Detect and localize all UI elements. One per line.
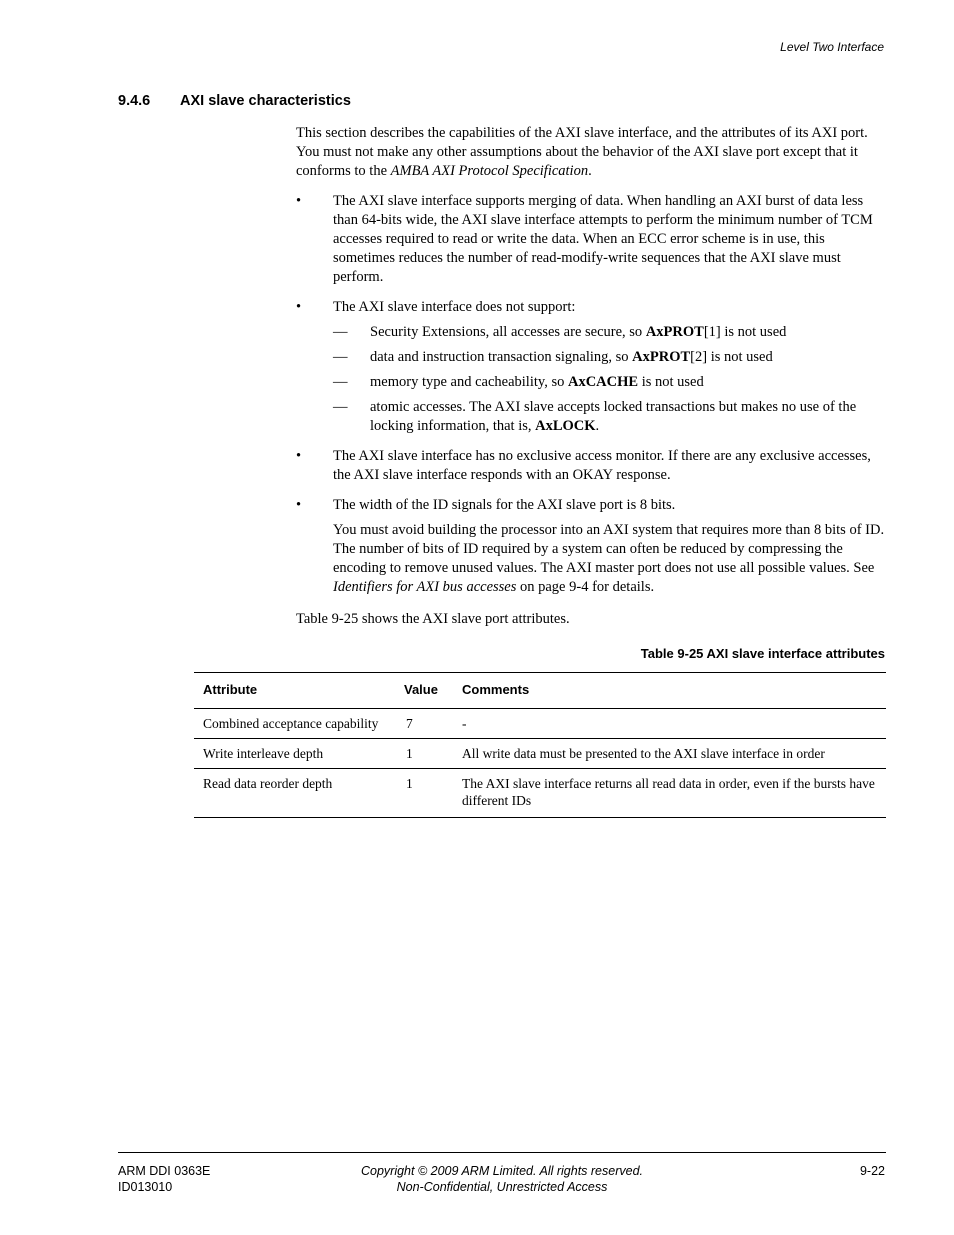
closing-paragraph: Table 9-25 shows the AXI slave port attributes. — [296, 611, 570, 627]
cell-attribute: Write interleave depth — [194, 739, 395, 769]
sub-text: memory type and cacheability, so — [370, 374, 568, 390]
intro-end: . — [588, 163, 592, 179]
table-caption: Table 9-25 AXI slave interface attributes — [640, 646, 885, 661]
sub-text-end: is not used — [638, 374, 704, 390]
sub-text-end: . — [595, 418, 600, 434]
bullet-unsupported — [296, 298, 888, 436]
copyright-notice: Copyright © 2009 ARM Limited. All rights reserved. — [360, 1164, 643, 1178]
sub-text: Security Extensions, all accesses are secure, so — [370, 324, 646, 340]
dash-marker: — — [333, 349, 348, 365]
cross-reference-link[interactable]: Identifiers for AXI bus accesses — [333, 579, 517, 595]
sub-text-end: [2] is not used — [690, 349, 773, 365]
issue-id: ID013010 — [118, 1180, 173, 1194]
intro-text: This section describes the capabilities of the AXI slave interface, and the attributes of its AXI port. You must not make any other assumptions about the behavior of the AXI slave port except that it conforms to the — [296, 125, 868, 179]
cell-comments: - — [453, 709, 886, 739]
section-title: AXI slave characteristics — [180, 93, 351, 109]
cell-value: 1 — [395, 739, 453, 769]
page-number: 9-22 — [859, 1164, 885, 1178]
bullet-followup — [333, 521, 888, 597]
followup-text-end: on page 9-4 for details. — [516, 579, 655, 595]
dash-marker: — — [333, 374, 348, 390]
column-header-value: Value — [395, 673, 453, 709]
cell-value: 1 — [406, 776, 413, 791]
signal-name: AxLOCK — [535, 418, 596, 434]
dash-marker: — — [333, 324, 348, 340]
dash-marker: — — [333, 399, 348, 415]
sub-text-end: [1] is not used — [703, 324, 787, 340]
footer-center — [0, 1163, 954, 1195]
cell-comments: The AXI slave interface returns all read data in order, even if the bursts have different IDs — [462, 776, 875, 808]
sub-item-security — [333, 323, 888, 342]
footer-divider — [118, 1152, 886, 1153]
bullet-text: The width of the ID signals for the AXI slave port is 8 bits. — [333, 497, 676, 513]
bullet-id-width — [296, 496, 888, 597]
sub-list — [333, 323, 888, 436]
sub-text: data and instruction transaction signaling, so — [370, 349, 633, 365]
column-header-attribute: Attribute — [194, 673, 395, 709]
table-row — [194, 769, 886, 818]
document-id: ARM DDI 0363E — [118, 1164, 211, 1178]
cell-value: 7 — [395, 709, 453, 739]
bullet-text: The AXI slave interface has no exclusive access monitor. If there are any exclusive accesses, the AXI slave interface responds with an OKAY response. — [333, 448, 871, 483]
section-body — [296, 124, 888, 629]
sub-item-cacheability — [333, 373, 888, 392]
bullet-marker: • — [296, 299, 302, 315]
attributes-table — [194, 672, 886, 818]
column-header-comments: Comments — [453, 673, 886, 709]
spec-reference: AMBA AXI Protocol Specification — [390, 163, 589, 179]
bullet-marker: • — [296, 497, 302, 513]
running-header: Level Two Interface — [780, 40, 884, 54]
intro-paragraph — [296, 124, 888, 181]
bullet-marker: • — [296, 193, 302, 209]
cell-attribute: Read data reorder depth — [203, 776, 333, 791]
sub-item-transaction-signaling — [333, 348, 888, 367]
table-row — [194, 709, 886, 739]
cell-attribute: Combined acceptance capability — [194, 709, 395, 739]
sub-item-atomic — [333, 398, 888, 436]
table-header-row — [194, 673, 886, 709]
bullet-text: The AXI slave interface supports merging of data. When handling an AXI burst of data less than 64-bits wide, the AXI slave interface attempts to perform the minimum number of TCM accesses required to read or write the data. When an ECC error scheme is in use, this sometimes reduces the number of read-modify-write sequences that the AXI slave must perform. — [333, 193, 873, 285]
section-number: 9.4.6 — [118, 93, 151, 109]
section-heading — [118, 93, 351, 109]
signal-name: AxPROT — [645, 324, 704, 340]
confidentiality-notice: Non-Confidential, Unrestricted Access — [396, 1180, 608, 1194]
followup-text: You must avoid building the processor into an AXI system that requires more than 8 bits of ID. The number of bits of ID required by a system can often be reduced by compressing the encoding to remove unused values. The AXI master port does not use all possible values. See — [333, 522, 885, 576]
signal-name: AxPROT — [632, 349, 691, 365]
table-row — [194, 739, 886, 769]
signal-name: AxCACHE — [567, 374, 639, 390]
bullet-text: The AXI slave interface does not support: — [333, 299, 576, 315]
sub-text: atomic accesses. The AXI slave accepts locked transactions but makes no use of the locking information, that is, — [370, 399, 857, 434]
bullet-marker: • — [296, 448, 302, 464]
cell-comments: All write data must be presented to the AXI slave interface in order — [453, 739, 886, 769]
bullet-exclusive-monitor — [296, 447, 888, 485]
bullet-merging — [296, 192, 888, 287]
